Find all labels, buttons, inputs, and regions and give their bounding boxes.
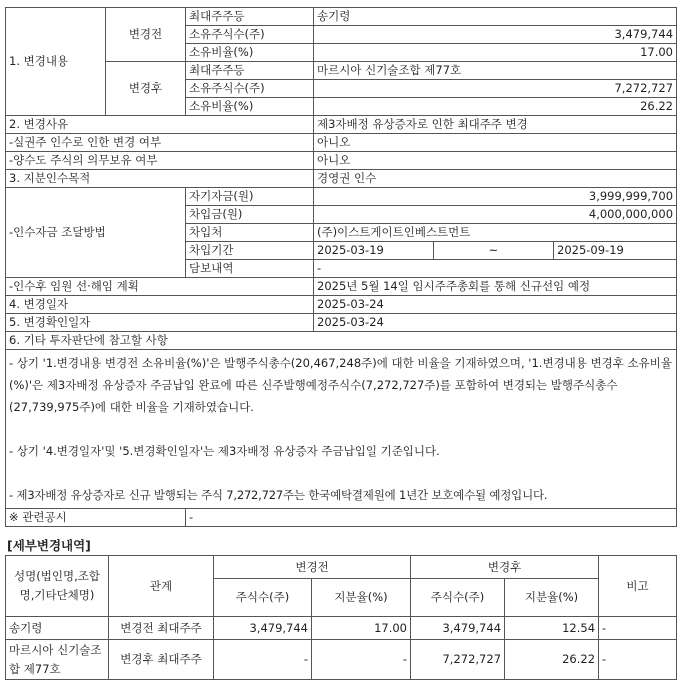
table-row [6,116,677,134]
appointment-label: -인수후 임원 선·해임 계획 [6,278,314,296]
change-content-label: 1. 변경내용 [6,8,106,116]
row-name: 송기령 [6,617,109,640]
row-before-shares: 3,479,744 [214,617,312,640]
purpose-value: 경영권 인수 [314,170,677,188]
own-funds-value: 3,999,999,700 [314,188,677,206]
row-note: - [599,640,677,680]
row-before-ratio: - [312,640,411,680]
lockup-label: -양수도 주식의 의무보유 여부 [6,152,314,170]
lender-label: 차입처 [186,224,314,242]
before-shares-label: 소유주식수(주) [186,26,314,44]
after-label: 변경후 [106,62,186,116]
after-shares-value: 7,272,727 [314,80,677,98]
header-after-ratio: 지분율(%) [505,579,599,617]
note-spacer [9,418,673,440]
table-row [6,332,677,350]
before-label: 변경전 [106,8,186,62]
header-name: 성명(법인명,조합명,기타단체명) [6,556,109,617]
before-shares-value: 3,479,744 [314,26,677,44]
after-ratio-label: 소유비율(%) [186,98,314,116]
row-after-ratio: 12.54 [505,617,599,640]
row-relation: 변경후 최대주주 [109,640,214,680]
reason-value: 제3자배정 유상증자로 인한 최대주주 변경 [314,116,677,134]
collateral-label: 담보내역 [186,260,314,278]
table-row [6,278,677,296]
change-summary-table [5,7,677,527]
header-before: 변경전 [214,556,411,579]
change-date-value: 2025-03-24 [314,296,677,314]
before-ratio-value: 17.00 [314,44,677,62]
confirm-date-label: 5. 변경확인일자 [6,314,314,332]
row-before-shares: - [214,640,312,680]
after-holder-value: 마르시아 신기술조합 제77호 [314,62,677,80]
table-row [6,509,677,527]
after-shares-label: 소유주식수(주) [186,80,314,98]
related-value: - [186,509,677,527]
table-row [6,8,677,26]
period-label: 차입기간 [186,242,314,260]
header-relation: 관계 [109,556,214,617]
header-before-shares: 주식수(주) [214,579,312,617]
confirm-date-value: 2025-03-24 [314,314,677,332]
table-row [6,296,677,314]
lender-value: (주)이스트게이트인베스트먼트 [314,224,677,242]
borrowed-value: 4,000,000,000 [314,206,677,224]
table-row [6,350,677,509]
other-label: 6. 기타 투자판단에 참고할 사항 [6,332,677,350]
table-row [6,617,677,640]
row-relation: 변경전 최대주주 [109,617,214,640]
table-row [6,188,677,206]
table-row [6,62,677,80]
change-date-label: 4. 변경일자 [6,296,314,314]
before-holder-label: 최대주주등 [186,8,314,26]
before-ratio-label: 소유비율(%) [186,44,314,62]
note-spacer [9,462,673,484]
row-after-shares: 7,272,727 [411,640,505,680]
borrowed-label: 차입금(원) [186,206,314,224]
after-holder-label: 최대주주등 [186,62,314,80]
collateral-value: - [314,260,677,278]
loss-of-control-value: 아니오 [314,134,677,152]
header-note: 비고 [599,556,677,617]
appointment-value: 2025년 5월 14일 임시주주총회를 통해 신규선임 예정 [314,278,677,296]
period-end: 2025-09-19 [554,242,677,260]
detail-title: [세부변경내역] [7,538,91,553]
note-paragraph-1: - 상기 '1.변경내용 변경전 소유비율(%)'은 발행주식총수(20,467,248주)에 대한 비율을 기재하였으며, '1.변경내용 변경후 소유비율(%)'은 제3자배정 유상증자 주금납입 완료에 따른 신주발행예정주식수(7,272,727주)를 포함하여 변경되는 발행주식총수(27,739,975주)에 대한 비율을 기재하였습니다. [9,356,672,414]
related-label: ※ 관련공시 [6,509,186,527]
funding-label: -인수자금 조달방법 [6,188,186,278]
table-row [6,314,677,332]
after-ratio-value: 26.22 [314,98,677,116]
detail-table [5,555,677,680]
own-funds-label: 자기자금(원) [186,188,314,206]
lockup-value: 아니오 [314,152,677,170]
header-after-shares: 주식수(주) [411,579,505,617]
row-note: - [599,617,677,640]
reason-label: 2. 변경사유 [6,116,314,134]
row-before-ratio: 17.00 [312,617,411,640]
row-after-ratio: 26.22 [505,640,599,680]
note-paragraph-3: - 제3자배정 유상증자로 신규 발행되는 주식 7,272,727주는 한국예탁결제원에 1년간 보호예수될 예정입니다. [9,488,548,502]
header-after: 변경후 [411,556,599,579]
table-header-row [6,556,677,579]
row-after-shares: 3,479,744 [411,617,505,640]
table-row [6,134,677,152]
header-before-ratio: 지분율(%) [312,579,411,617]
row-name: 마르시아 신기술조합 제77호 [6,640,109,680]
before-holder-value: 송기령 [314,8,677,26]
note-paragraph-2: - 상기 '4.변경일자'및 '5.변경확인일자'는 제3자배정 유상증자 주금납입일 기준입니다. [9,444,440,458]
table-row [6,152,677,170]
purpose-label: 3. 지분인수목적 [6,170,314,188]
period-tilde: ~ [434,242,554,260]
table-row [6,170,677,188]
loss-of-control-label: -실권주 인수로 인한 변경 여부 [6,134,314,152]
other-note [6,350,677,509]
table-row [6,640,677,680]
period-start: 2025-03-19 [314,242,434,260]
